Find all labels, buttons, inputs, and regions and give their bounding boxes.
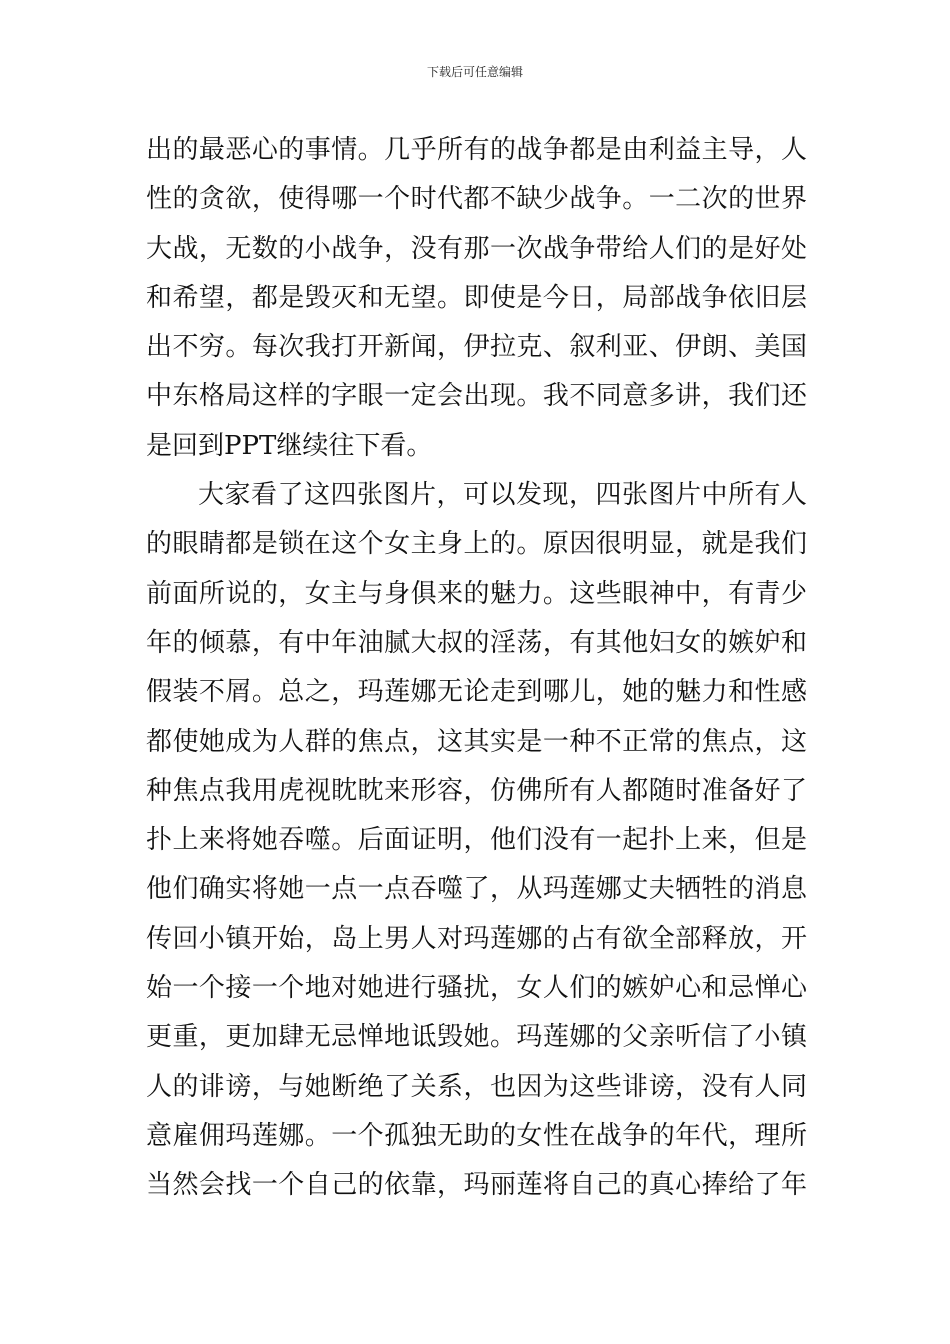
- text-line: 和希望，都是毁灭和无望。即使是今日，局部战争依旧层: [146, 282, 807, 313]
- text-line: 性的贪欲，使得哪一个时代都不缺少战争。一二次的世界: [146, 184, 807, 215]
- text-line: 的眼睛都是锁在这个女主身上的。原因很明显，就是我们: [146, 529, 807, 560]
- text-line: 年的倾慕，有中年油腻大叔的淫荡，有其他妇女的嫉妒和: [146, 627, 807, 658]
- body-text: [146, 126, 807, 1211]
- text-line: 他们确实将她一点一点吞噬了，从玛莲娜丈夫牺牲的消息: [146, 874, 807, 905]
- text-line: 当然会找一个自己的依靠，玛丽莲将自己的真心捧给了年: [146, 1170, 807, 1201]
- page-header: 下载后可任意编辑: [426, 65, 523, 79]
- text-line: 传回小镇开始，岛上男人对玛莲娜的占有欲全部释放，开: [146, 923, 807, 954]
- text-line: 都使她成为人群的焦点，这其实是一种不正常的焦点，这: [146, 726, 807, 757]
- text-line: 人的诽谤，与她断绝了关系，也因为这些诽谤，没有人同: [146, 1071, 807, 1102]
- text-line: 种焦点我用虎视眈眈来形容，仿佛所有人都随时准备好了: [146, 775, 807, 806]
- text-line: 出的最恶心的事情。几乎所有的战争都是由利益主导，人: [146, 135, 807, 165]
- text-line: 大家看了这四张图片，可以发现，四张图片中所有人: [198, 480, 807, 511]
- text-line: 前面所说的，女主与身俱来的魅力。这些眼神中，有青少: [146, 578, 807, 609]
- paragraph: [146, 126, 807, 471]
- text-line: 大战，无数的小战争，没有那一次战争带给人们的是好处: [146, 233, 807, 264]
- text-line: 出不穷。每次我打开新闻，伊拉克、叙利亚、伊朗、美国: [146, 332, 807, 363]
- text-line: 扑上来将她吞噬。后面证明，他们没有一起扑上来，但是: [146, 825, 807, 856]
- paragraph: [146, 471, 807, 1210]
- text-line: 始一个接一个地对她进行骚扰，女人们的嫉妒心和忌惮心: [146, 973, 807, 1004]
- text-line: 中东格局这样的字眼一定会出现。我不同意多讲，我们还: [146, 381, 807, 412]
- text-line: 假装不屑。总之，玛莲娜无论走到哪儿，她的魅力和性感: [146, 677, 807, 708]
- text-line: 更重，更加肆无忌惮地诋毁她。玛莲娜的父亲听信了小镇: [146, 1022, 807, 1053]
- text-line: 意雇佣玛莲娜。一个孤独无助的女性在战争的年代，理所: [146, 1120, 807, 1151]
- text-line: 是回到PPT继续往下看。: [146, 430, 433, 461]
